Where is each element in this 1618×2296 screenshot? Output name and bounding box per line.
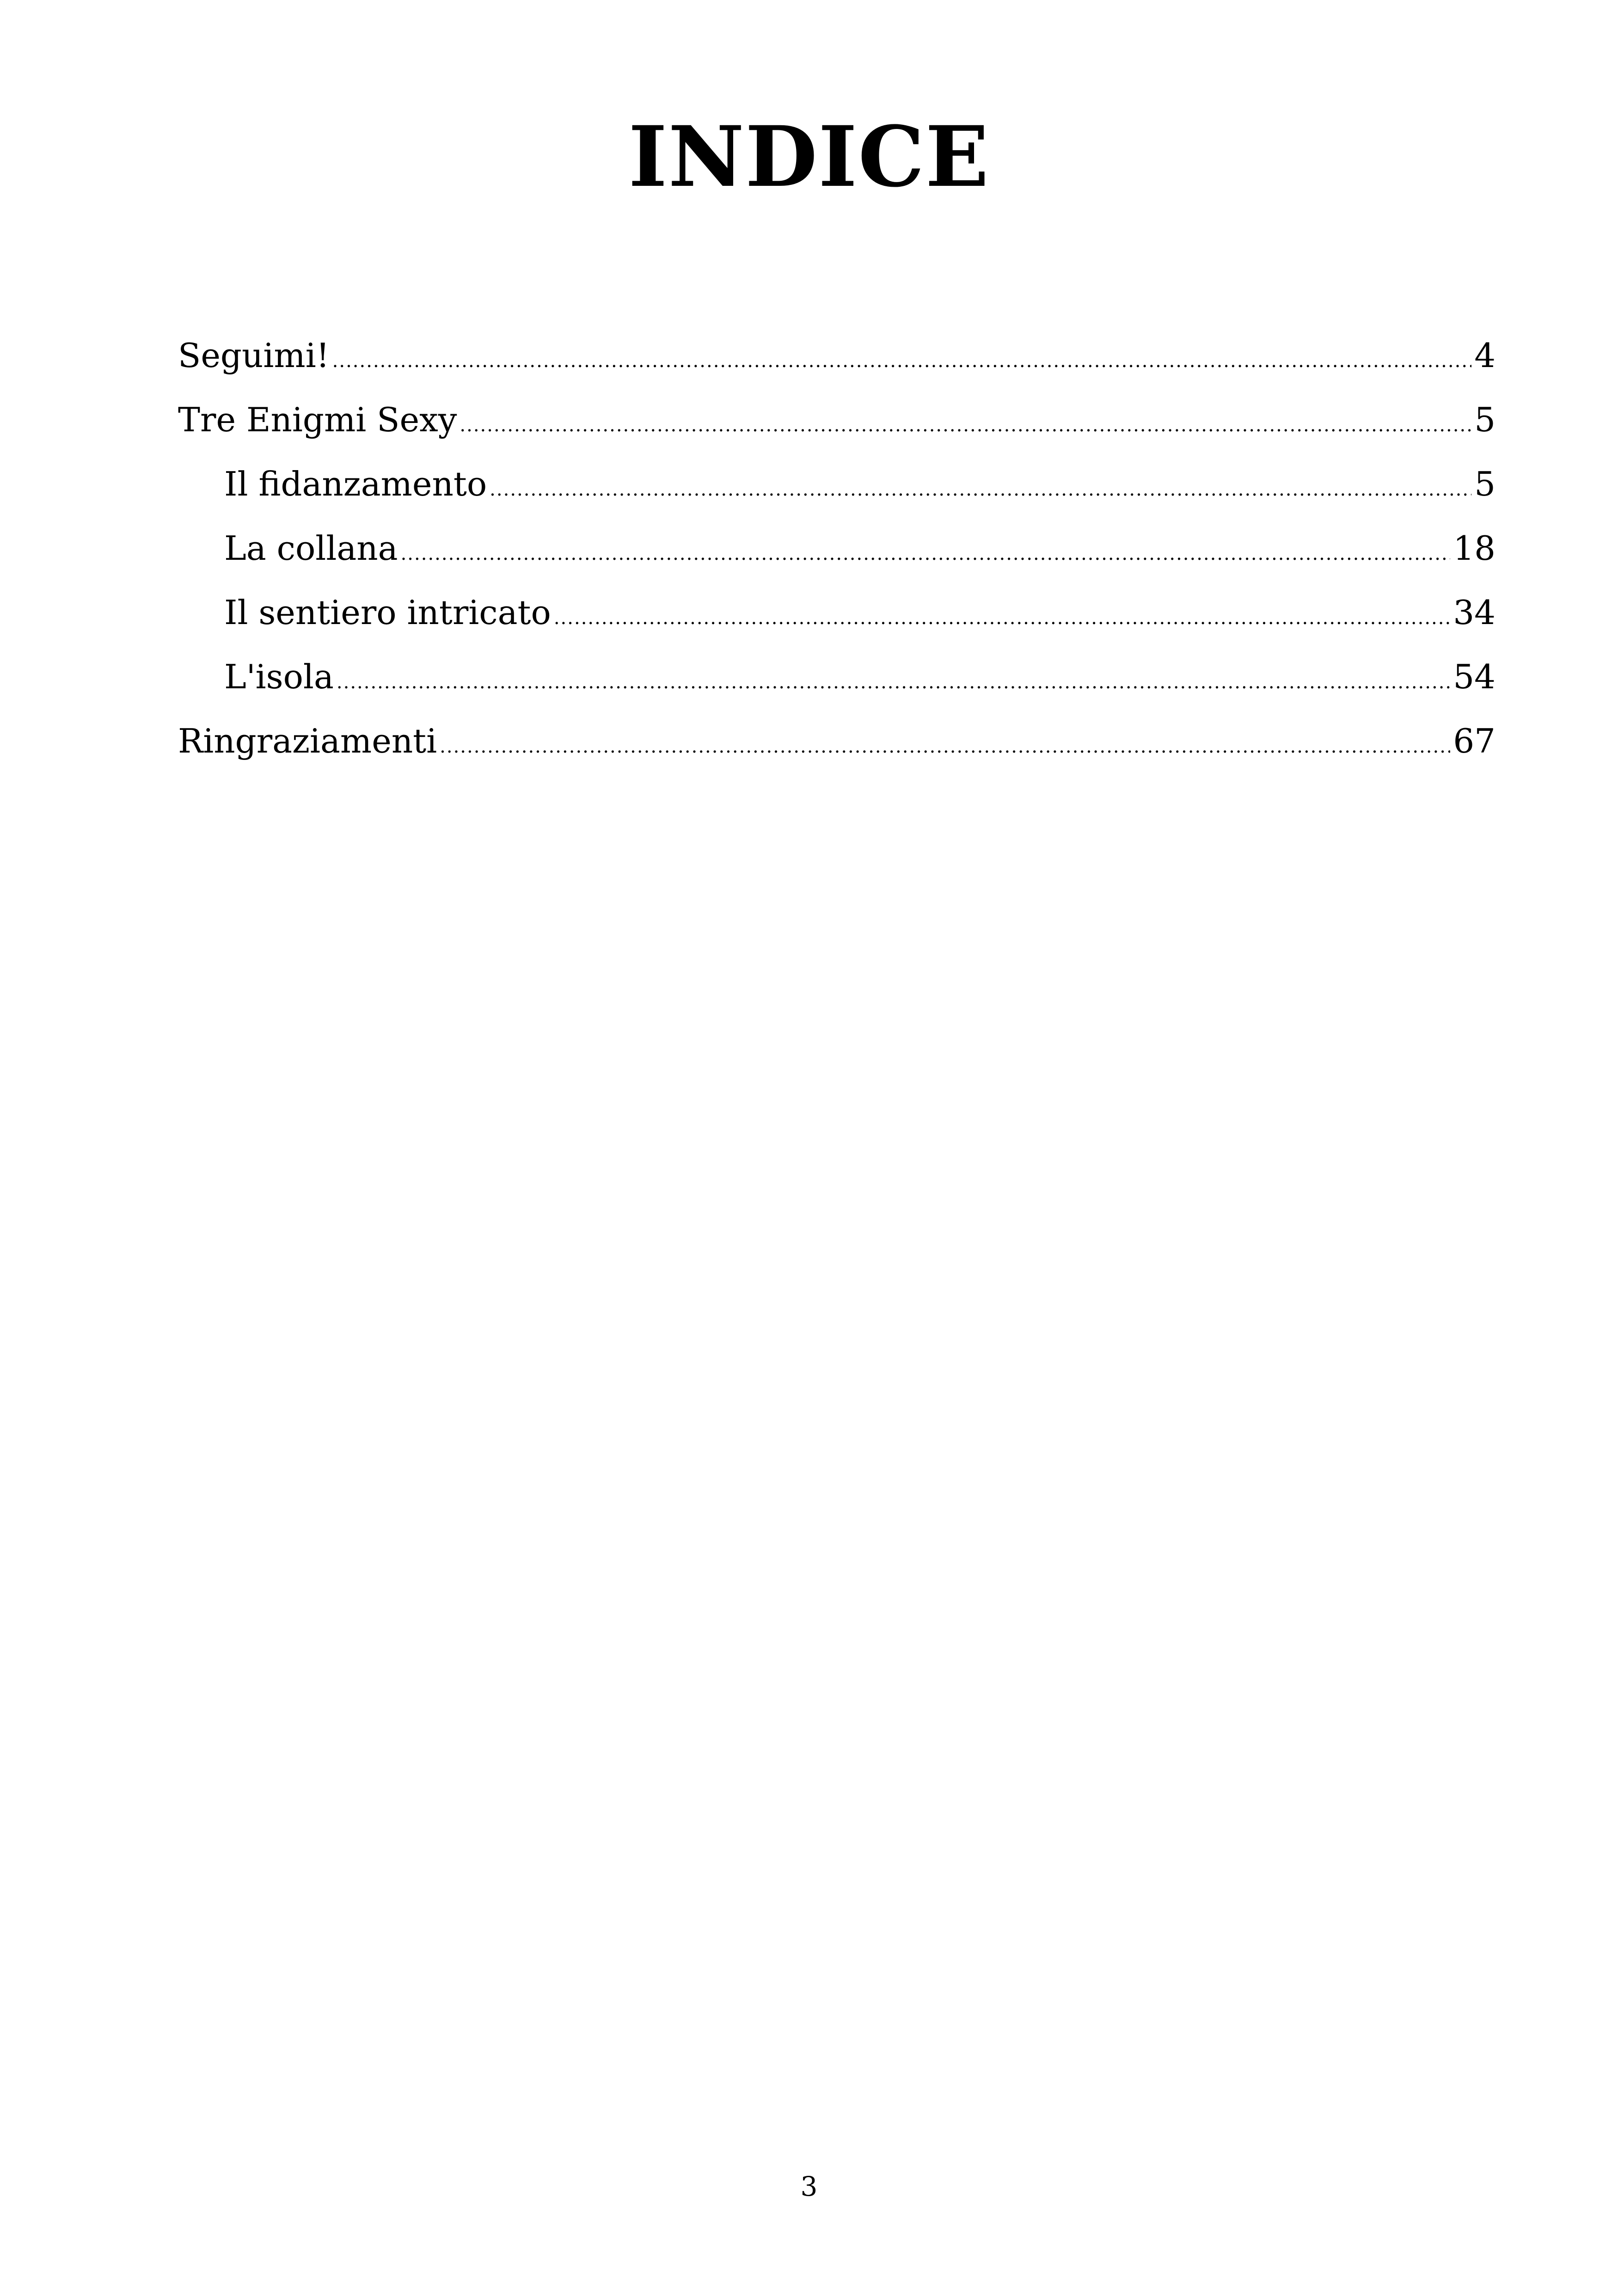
toc-entry-l-isola[interactable] — [178, 645, 1495, 709]
toc-dot-leader — [440, 715, 1450, 779]
toc-dot-leader — [332, 329, 1472, 393]
toc-entry-label: Seguimi! — [178, 336, 330, 375]
toc-dot-leader — [554, 586, 1451, 650]
toc-entry-ringraziamenti[interactable] — [178, 709, 1495, 773]
toc-entry-label: Tre Enigmi Sexy — [178, 400, 457, 439]
toc-dot-leader — [490, 458, 1471, 522]
toc-entry-page: 5 — [1474, 465, 1495, 503]
toc-entry-page: 18 — [1453, 529, 1495, 568]
toc-entry-label: L'isola — [224, 657, 334, 696]
toc-entry-page: 4 — [1474, 336, 1495, 375]
toc-entry-page: 5 — [1474, 400, 1495, 439]
toc-entry-page: 54 — [1453, 657, 1495, 696]
toc-entry-il-sentiero-intricato[interactable] — [178, 581, 1495, 645]
page-title: INDICE — [628, 108, 990, 206]
toc-dot-leader — [401, 522, 1451, 586]
table-of-contents — [178, 324, 1495, 773]
toc-entry-tre-enigmi-sexy[interactable] — [178, 388, 1495, 452]
toc-entry-seguimi[interactable] — [178, 324, 1495, 388]
toc-entry-page: 67 — [1453, 722, 1495, 760]
toc-dot-leader — [337, 650, 1450, 715]
toc-entry-page: 34 — [1453, 593, 1495, 632]
toc-entry-label: Ringraziamenti — [178, 722, 437, 760]
toc-entry-la-collana[interactable] — [178, 516, 1495, 581]
page-number: 3 — [800, 2171, 818, 2202]
toc-entry-label: Il sentiero intricato — [224, 593, 551, 632]
toc-entry-label: Il fidanzamento — [224, 465, 487, 503]
toc-entry-il-fidanzamento[interactable] — [178, 452, 1495, 516]
toc-entry-label: La collana — [224, 529, 398, 568]
toc-dot-leader — [460, 393, 1471, 458]
